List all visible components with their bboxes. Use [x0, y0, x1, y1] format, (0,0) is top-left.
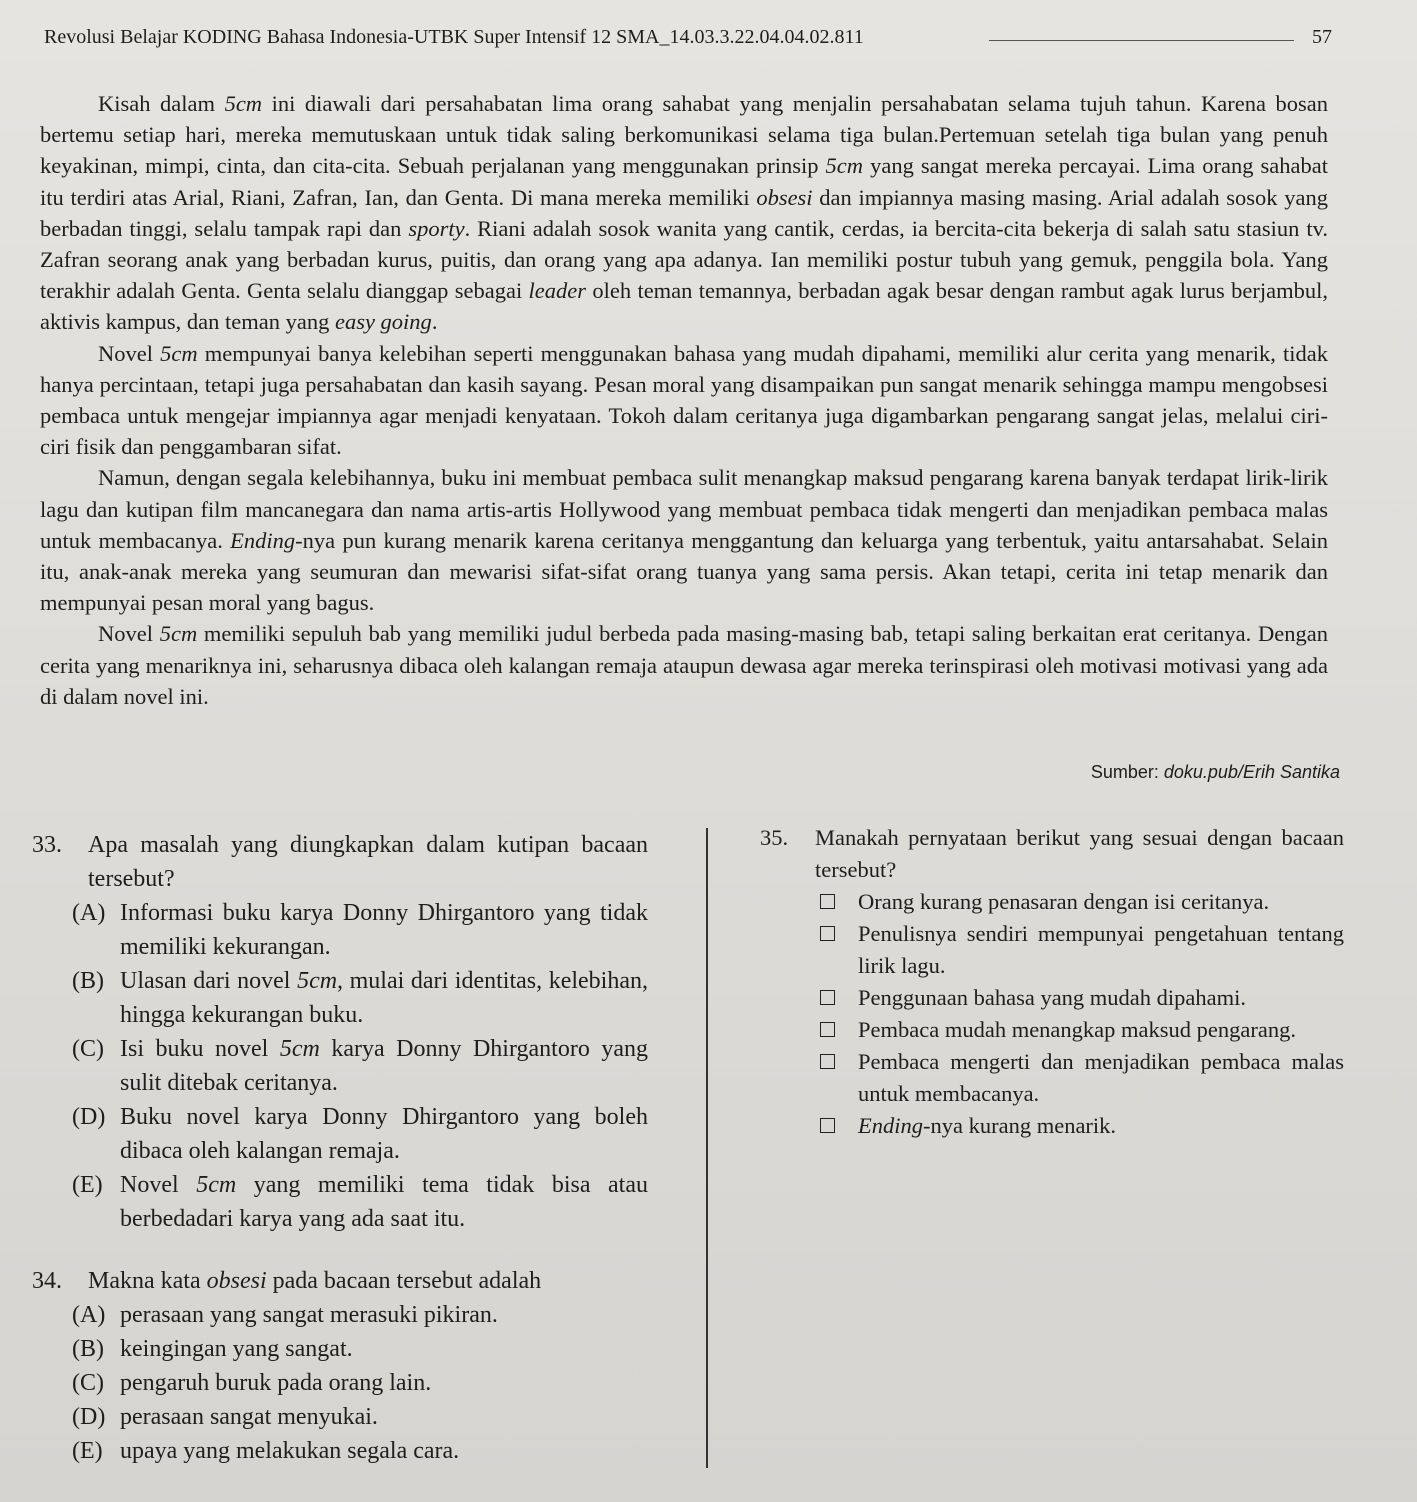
question-34-stem	[32, 1264, 672, 1298]
option-text: keingingan yang sangat.	[120, 1336, 353, 1362]
statement-text: Penulisnya sendiri mempunyai pengetahuan tentang lirik lagu.	[858, 921, 1344, 978]
question-34-option-a	[32, 1298, 672, 1332]
option-text: pengaruh buruk pada orang lain.	[120, 1370, 432, 1396]
option-key: (D)	[72, 1404, 106, 1430]
option-text: upaya yang melakukan segala cara.	[120, 1438, 460, 1464]
option-key: (B)	[72, 968, 104, 994]
question-33-option-d	[32, 1100, 648, 1168]
question-33-option-b	[32, 964, 648, 1032]
statement-text: Pembaca mudah menangkap maksud pengarang.	[858, 1017, 1296, 1042]
option-key: (D)	[72, 1104, 106, 1130]
statement-checkbox[interactable]	[820, 894, 835, 909]
question-33-number: 33.	[32, 832, 62, 858]
question-33-text: Apa masalah yang diungkapkan dalam kutipan bacaan tersebut?	[88, 832, 648, 892]
question-33	[32, 828, 648, 1236]
option-text: Isi buku novel 5cm karya Donny Dhirgantoro yang sulit ditebak ceritanya.	[120, 1036, 648, 1096]
question-34-text: Makna kata obsesi pada bacaan tersebut adalah	[88, 1268, 542, 1294]
option-key: (C)	[72, 1370, 104, 1396]
passage-source	[1010, 762, 1340, 783]
statement-2	[760, 918, 1344, 982]
question-34	[32, 1264, 672, 1468]
passage-paragraph-2: Novel 5cm mempunyai banya kelebihan seperti menggunakan bahasa yang mudah dipahami, memiliki alur cerita yang menarik, tidak hanya percintaan, tetapi juga persahabatan dan kasih sayang. Pesan moral yang disampaikan pun sangat menarik sehingga mampu mengobsesi pembaca untuk mengejar impiannya agar menjadi kenyataan. Tokoh dalam ceritanya juga digambarkan pengarang sangat jelas, melalui ciri-ciri fisik dan penggambaran sifat.	[40, 340, 1328, 460]
source-label: Sumber:	[1090, 762, 1159, 782]
source-value: doku.pub/Erih Santika	[1163, 762, 1340, 782]
statement-text: Pembaca mengerti dan menjadikan pembaca malas untuk membacanya.	[858, 1049, 1344, 1106]
passage-paragraph-1: Kisah dalam 5cm ini diawali dari persahabatan lima orang sahabat yang menjalin persahabatan selama tujuh tahun. Karena bosan bertemu setiap hari, mereka memutuskaan untuk tidak saling berkomunikasi selama tiga bulan.Pertemuan setelah tiga bulan yang penuh keyakinan, mimpi, cinta, dan cita-cita. Sebuah perjalanan yang menggunakan prinsip 5cm yang sangat mereka percayai. Lima orang sahabat itu terdiri atas Arial, Riani, Zafran, Ian, dan Genta. Di mana mereka memiliki obsesi dan impiannya masing masing. Arial adalah sosok yang berbadan tinggi, selalu tampak rapi dan sporty. Riani adalah sosok wanita yang cantik, cerdas, ia bercita-cita bekerja di salah satu stasiun tv. Zafran seorang anak yang berbadan kurus, puitis, dan orang yang apa adanya. Ian memiliki postur tubuh yang gemuk, penggila bola. Yang terakhir adalah Genta. Genta selalu dianggap sebagai leader oleh teman temannya, berbadan agak besar dengan rambut agak lurus berjambul, aktivis kampus, dan teman yang easy going.	[40, 91, 1328, 335]
question-34-option-e	[32, 1434, 672, 1468]
statement-3	[760, 982, 1344, 1014]
statement-checkbox[interactable]	[820, 990, 835, 1005]
question-35	[760, 822, 1344, 1142]
question-34-option-c	[32, 1366, 672, 1400]
option-key: (E)	[72, 1172, 103, 1198]
statement-6	[760, 1110, 1344, 1142]
question-33-options	[32, 896, 648, 1236]
passage-paragraph-4: Novel 5cm memiliki sepuluh bab yang memiliki judul berbeda pada masing-masing bab, tetapi saling berkaitan erat ceritanya. Dengan cerita yang menariknya ini, seharusnya dibaca oleh kalangan remaja ataupun dewasa agar mereka terinspirasi oleh motivasi motivasi yang ada di dalam novel ini.	[40, 621, 1328, 709]
option-text: Novel 5cm yang memiliki tema tidak bisa atau berbedadari karya yang ada saat itu.	[120, 1172, 649, 1232]
question-34-number: 34.	[32, 1268, 62, 1294]
column-divider	[706, 828, 708, 1468]
question-33-option-a	[32, 896, 648, 964]
question-33-option-c	[32, 1032, 648, 1100]
question-35-number: 35.	[760, 825, 789, 850]
statement-checkbox[interactable]	[820, 1022, 835, 1037]
question-35-stem	[760, 822, 1344, 886]
statement-checkbox[interactable]	[820, 1054, 835, 1069]
statement-4	[760, 1014, 1344, 1046]
statement-text: Ending-nya kurang menarik.	[858, 1113, 1117, 1138]
option-key: (B)	[72, 1336, 104, 1362]
statement-checkbox[interactable]	[820, 926, 835, 941]
passage-paragraph-3: Namun, dengan segala kelebihannya, buku ini membuat pembaca sulit menangkap maksud pengarang karena banyak terdapat lirik-lirik lagu dan kutipan film mancanegara dan nama artis-artis Hollywood yang membuat pembaca tidak mengerti dan menjadikan pembaca malas untuk membacanya. Ending-nya pun kurang menarik karena ceritanya menggantung dan keluarga yang terbentuk, yaitu antarsahabat. Selain itu, anak-anak mereka yang seumuran dan mewarisi sifat-sifat orang tuanya yang sama persis. Akan tetapi, cerita ini tetap menarik dan mempunyai pesan moral yang bagus.	[40, 465, 1329, 616]
option-text: Buku novel karya Donny Dhirgantoro yang boleh dibaca oleh kalangan remaja.	[120, 1104, 648, 1164]
reading-passage	[40, 88, 1328, 712]
statement-text: Penggunaan bahasa yang mudah dipahami.	[858, 985, 1247, 1010]
header-rule	[989, 40, 1294, 41]
option-key: (C)	[72, 1036, 104, 1062]
option-text: Ulasan dari novel 5cm, mulai dari identitas, kelebihan, hingga kekurangan buku.	[120, 968, 648, 1028]
statement-checkbox[interactable]	[820, 1118, 835, 1133]
question-34-option-d	[32, 1400, 672, 1434]
statement-5	[760, 1046, 1344, 1110]
question-35-statements	[760, 886, 1344, 1142]
option-key: (A)	[72, 1302, 106, 1328]
question-34-option-b	[32, 1332, 672, 1366]
statement-1	[760, 886, 1344, 918]
option-key: (A)	[72, 900, 106, 926]
statement-text: Orang kurang penasaran dengan isi ceritanya.	[858, 889, 1270, 914]
page-number: 57	[1312, 26, 1332, 48]
question-33-stem	[32, 828, 648, 896]
option-key: (E)	[72, 1438, 103, 1464]
question-35-text: Manakah pernyataan berikut yang sesuai dengan bacaan tersebut?	[815, 825, 1344, 882]
option-text: Informasi buku karya Donny Dhirgantoro yang tidak memiliki kekurangan.	[120, 900, 648, 960]
question-34-options	[32, 1298, 672, 1468]
page-header	[44, 22, 1374, 52]
option-text: perasaan yang sangat merasuki pikiran.	[120, 1302, 498, 1328]
book-title: Revolusi Belajar KODING Bahasa Indonesia-UTBK Super Intensif 12 SMA_14.03.3.22.04.04.02.811	[44, 26, 864, 48]
option-text: perasaan sangat menyukai.	[120, 1404, 378, 1430]
question-33-option-e	[32, 1168, 648, 1236]
